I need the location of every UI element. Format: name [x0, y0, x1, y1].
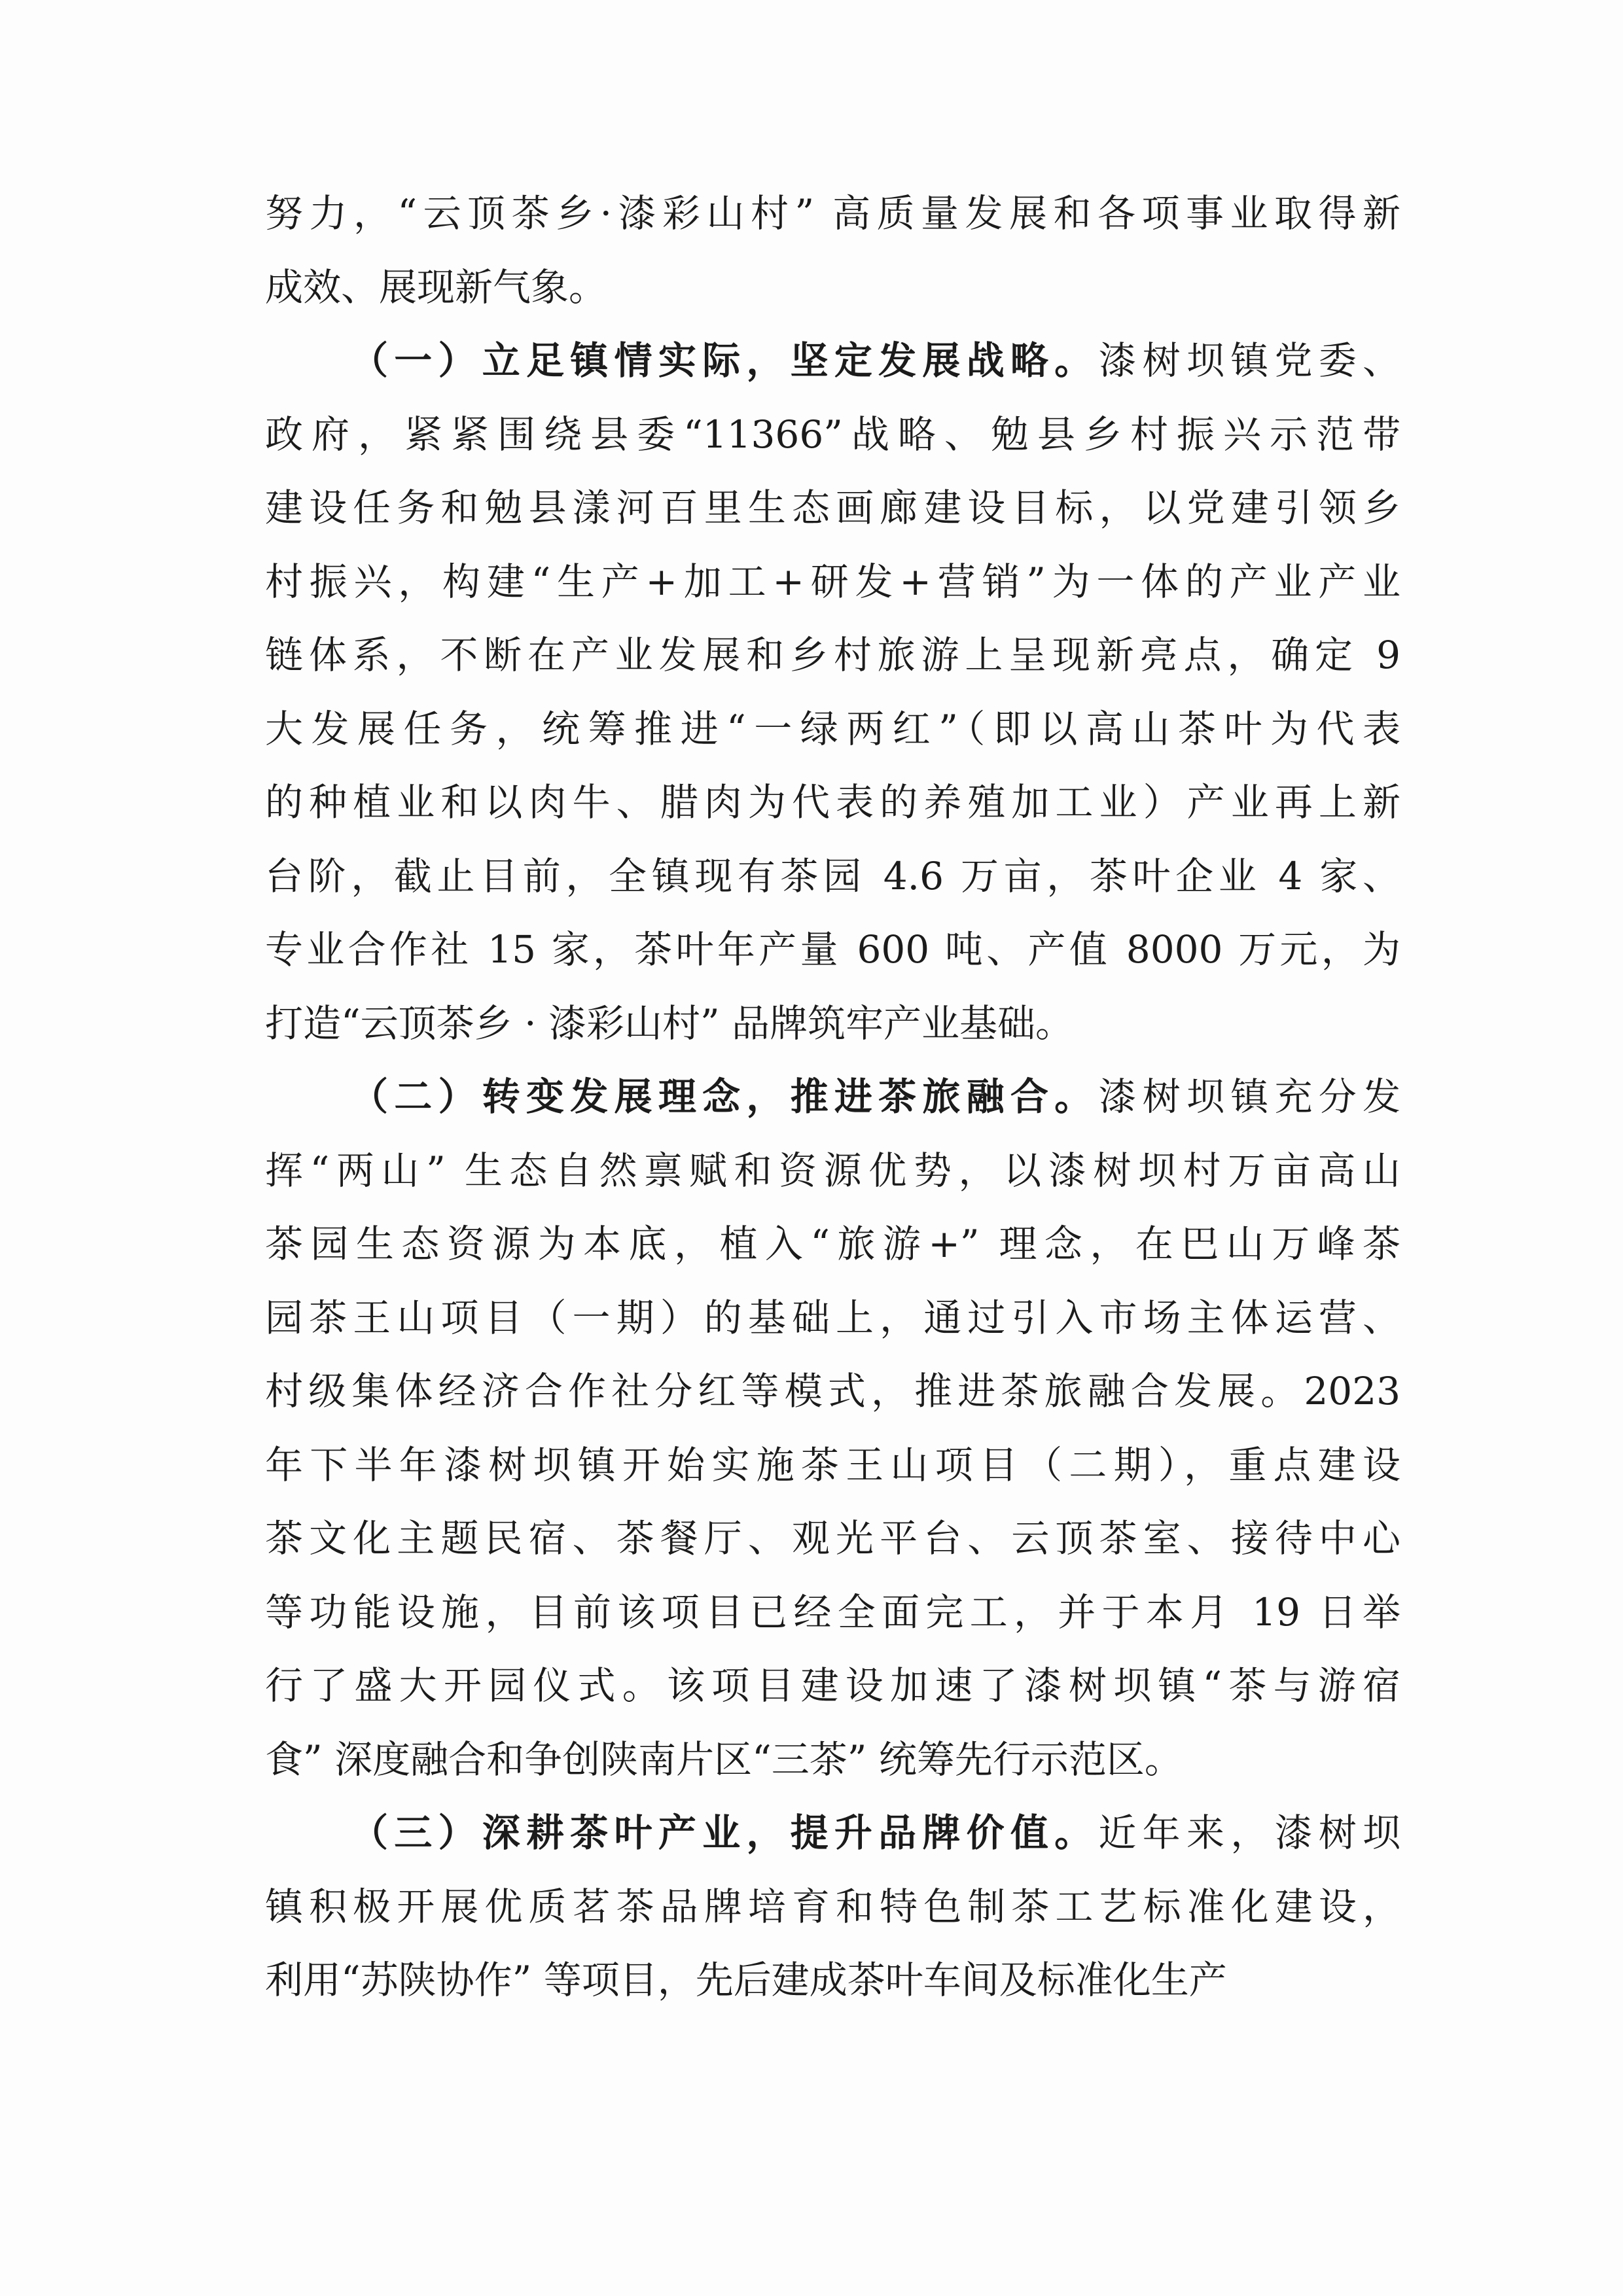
document-body — [265, 177, 1400, 2017]
text-line: 年下半年漆树坝镇开始实施茶王山项目（二期），重点建设 — [265, 1442, 1400, 1487]
text-line: 利用“苏陕协作” 等项目，先后建成茶叶车间及标准化生产 — [265, 1958, 1227, 2002]
text-line: 成效、展现新气象。 — [265, 264, 607, 309]
text-line: 的种植业和以肉牛、腊肉为代表的养殖加工业）产业再上新 — [265, 780, 1400, 824]
text-line: 茶文化主题民宿、茶餐厅、观光平台、云顶茶室、接待中心 — [265, 1516, 1400, 1561]
paragraph-continuation — [265, 177, 1400, 324]
text-line: 政府，紧紧围绕县委“11366”战略、勉县乡村振兴示范带 — [265, 412, 1400, 457]
text-line: 村级集体经济合作社分红等模式，推进茶旅融合发展。2023 — [265, 1369, 1400, 1413]
section-first-line — [265, 324, 1400, 398]
text-line: 大发展任务，统筹推进“一绿两红”（即以高山茶叶为代表 — [265, 706, 1400, 751]
section-first-line — [265, 1796, 1400, 1870]
text-line: 挥“两山” 生态自然禀赋和资源优势，以漆树坝村万亩高山 — [265, 1148, 1400, 1193]
text-line: 台阶，截止目前，全镇现有茶园 4.6 万亩，茶叶企业 4 家、 — [265, 853, 1400, 898]
text-line: 努力，“云顶茶乡·漆彩山村” 高质量发展和各项事业取得新 — [265, 191, 1400, 236]
text-line: 打造“云顶茶乡 · 漆彩山村” 品牌筑牢产业基础。 — [265, 1000, 1074, 1046]
text-line: 建设任务和勉县漾河百里生态画廊建设目标，以党建引领乡 — [265, 486, 1400, 530]
text-line: 村振兴，构建“生产+加工+研发+营销”为一体的产业产业 — [265, 559, 1400, 604]
text-line: 镇积极开展优质茗茶品牌培育和特色制茶工艺标准化建设， — [265, 1884, 1400, 1929]
text-line: 行了盛大开园仪式。该项目建设加速了漆树坝镇“茶与游宿 — [265, 1663, 1400, 1708]
section-heading: （二）转变发展理念，推进茶旅融合。 — [350, 1074, 1099, 1119]
text-run: 漆树坝镇党委、 — [1098, 338, 1400, 383]
section-first-line — [265, 1060, 1400, 1134]
section-heading: （一）立足镇情实际，坚定发展战略。 — [350, 338, 1099, 383]
text-run: 漆树坝镇充分发 — [1098, 1074, 1400, 1119]
text-line: 食” 深度融合和争创陕南片区“三茶” 统筹先行示范区。 — [265, 1737, 1183, 1782]
paragraph-section-1 — [265, 324, 1400, 1060]
text-line: 茶园生态资源为本底，植入“旅游+” 理念，在巴山万峰茶 — [265, 1222, 1400, 1266]
section-heading: （三）深耕茶叶产业，提升品牌价值。 — [350, 1810, 1099, 1855]
text-line: 等功能设施，目前该项目已经全面完工，并于本月 19 日举 — [265, 1589, 1400, 1634]
text-line: 园茶王山项目（一期）的基础上，通过引入市场主体运营、 — [265, 1295, 1400, 1340]
text-line: 链体系，不断在产业发展和乡村旅游上呈现新亮点，确定 9 — [265, 633, 1400, 677]
paragraph-section-3 — [265, 1796, 1400, 2017]
text-run: 近年来，漆树坝 — [1098, 1810, 1400, 1855]
text-line: 专业合作社 15 家，茶叶年产量 600 吨、产值 8000 万元，为 — [265, 927, 1400, 972]
paragraph-section-2 — [265, 1060, 1400, 1796]
